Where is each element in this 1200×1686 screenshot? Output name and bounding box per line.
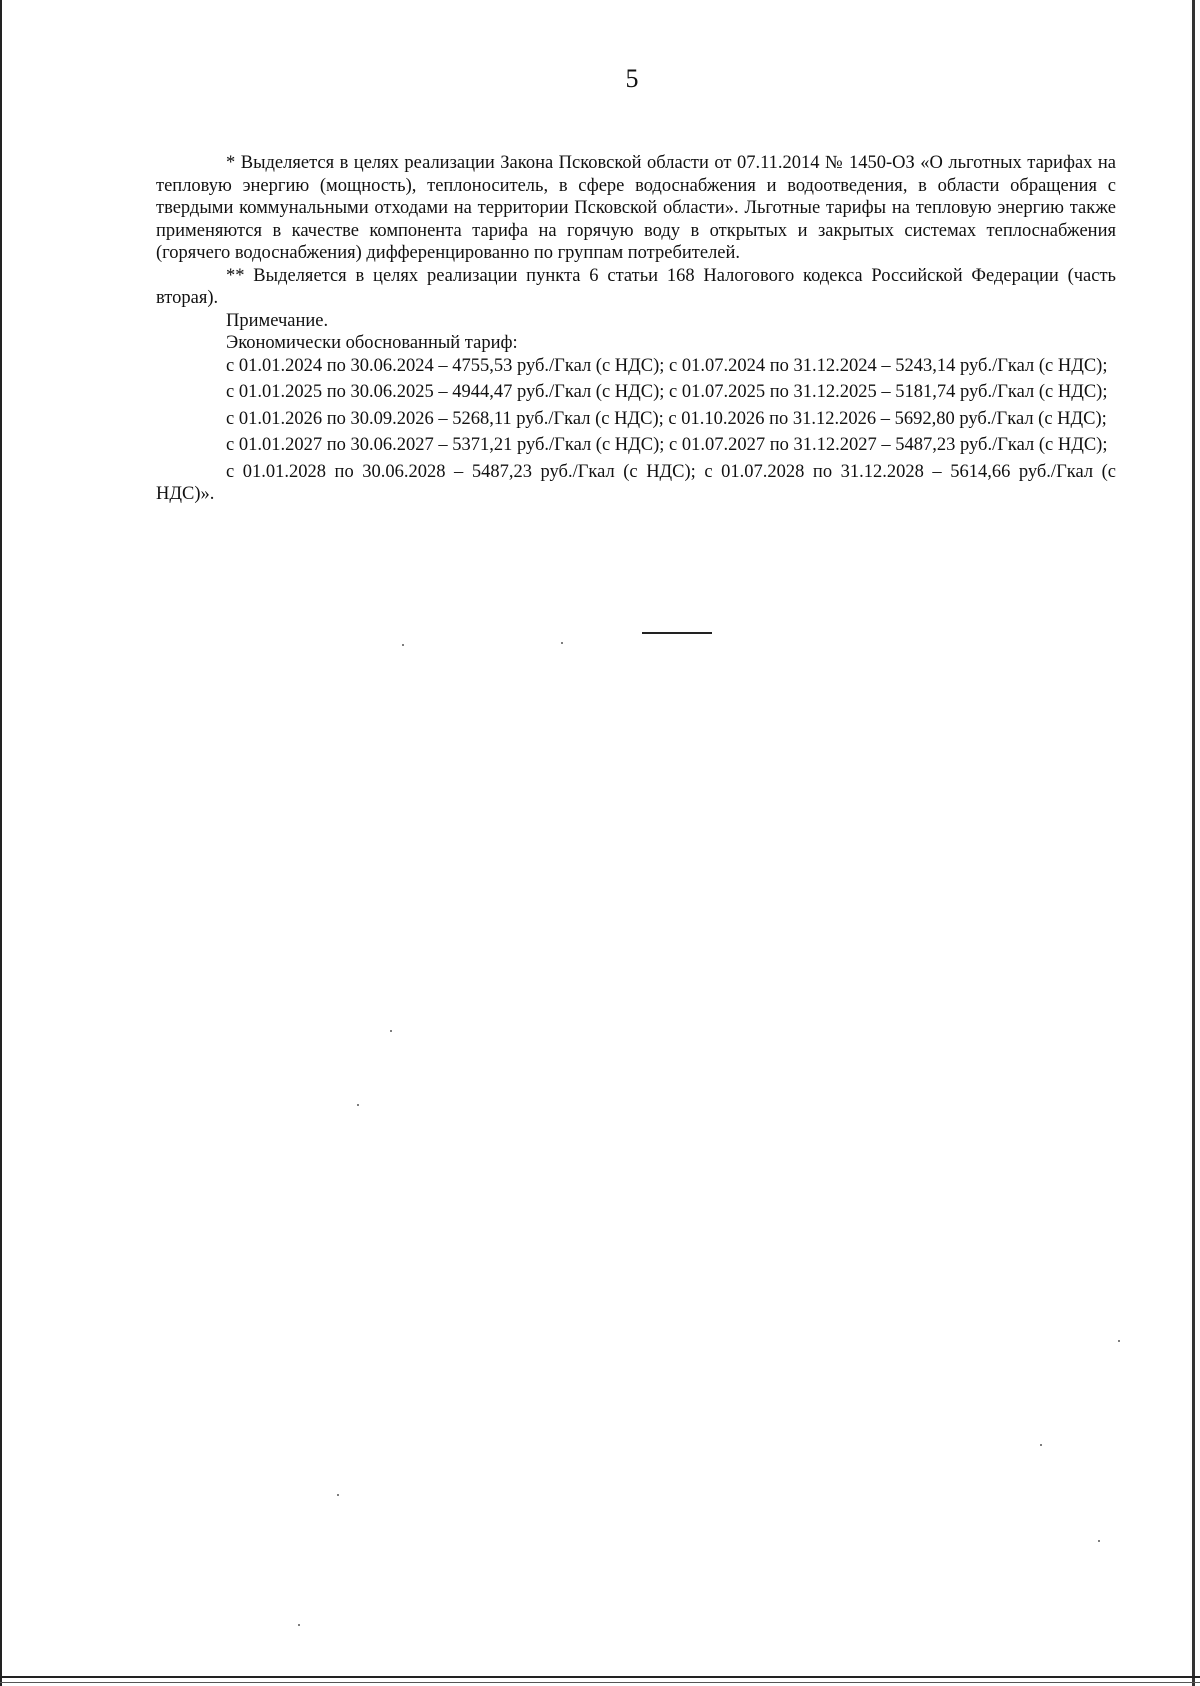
- tariff-list: [156, 355, 1116, 506]
- closing-rule: [642, 632, 712, 634]
- tariff-entry-2025: с 01.01.2025 по 30.06.2025 – 4944,47 руб./Гкал (с НДС); с 01.07.2025 по 31.12.2025 – 5181,74 руб./Гкал (с НДС);: [226, 382, 1108, 402]
- tariff-entry-2028: с 01.01.2028 по 30.06.2028 – 5487,23 руб./Гкал (с НДС); с 01.07.2028 по 31.12.2028 – 5614,66 руб./Гкал (с НДС)».: [156, 461, 1116, 504]
- scan-speck: [1098, 1540, 1100, 1542]
- scan-speck: [390, 1030, 392, 1032]
- scan-speck: [561, 642, 563, 644]
- document-body: [156, 152, 1116, 510]
- note-heading: Экономически обоснованный тариф:: [226, 333, 518, 353]
- scan-speck: [1040, 1444, 1042, 1446]
- tariff-entry-2026: с 01.01.2026 по 30.09.2026 – 5268,11 руб./Гкал (с НДС); с 01.10.2026 по 31.12.2026 – 5692,80 руб./Гкал (с НДС);: [226, 408, 1107, 429]
- footnote-single-asterisk: * Выделяется в целях реализации Закона Псковской области от 07.11.2014 № 1450-ОЗ «О льготных тарифах на тепловую энергию (мощность), теплоноситель, в сфере водоснабжения и водоотведения, в области обращения с твердыми коммунальными отходами на территории Псковской области». Льготные тарифы на тепловую энергию также применяются в качестве компонента тарифа на горячую воду в открытых и закрытых системах теплоснабжения (горячего водоснабжения) дифференцированно по группам потребителей.: [156, 153, 1116, 263]
- page-border-bottom: [0, 1676, 1200, 1678]
- page-border-right: [1192, 0, 1195, 1686]
- page-border-left: [0, 0, 2, 1686]
- scan-speck: [298, 1624, 300, 1626]
- scan-speck: [402, 644, 404, 646]
- tariff-entry-2024: с 01.01.2024 по 30.06.2024 – 4755,53 руб./Гкал (с НДС); с 01.07.2024 по 31.12.2024 – 5243,14 руб./Гкал (с НДС);: [226, 355, 1108, 376]
- page-number: 5: [625, 64, 639, 93]
- scan-speck: [337, 1494, 339, 1496]
- scan-speck: [357, 1104, 359, 1106]
- page-border-bottom-inner: [0, 1682, 1200, 1683]
- tariff-entry-2027: с 01.01.2027 по 30.06.2027 – 5371,21 руб./Гкал (с НДС); с 01.07.2027 по 31.12.2027 – 5487,23 руб./Гкал (с НДС);: [226, 435, 1108, 455]
- scan-speck: [1118, 1340, 1120, 1342]
- note-label: Примечание.: [226, 310, 329, 331]
- footnote-double-asterisk: ** Выделяется в целях реализации пункта 6 статьи 168 Налогового кодекса Российской Федерации (часть вторая).: [156, 265, 1116, 308]
